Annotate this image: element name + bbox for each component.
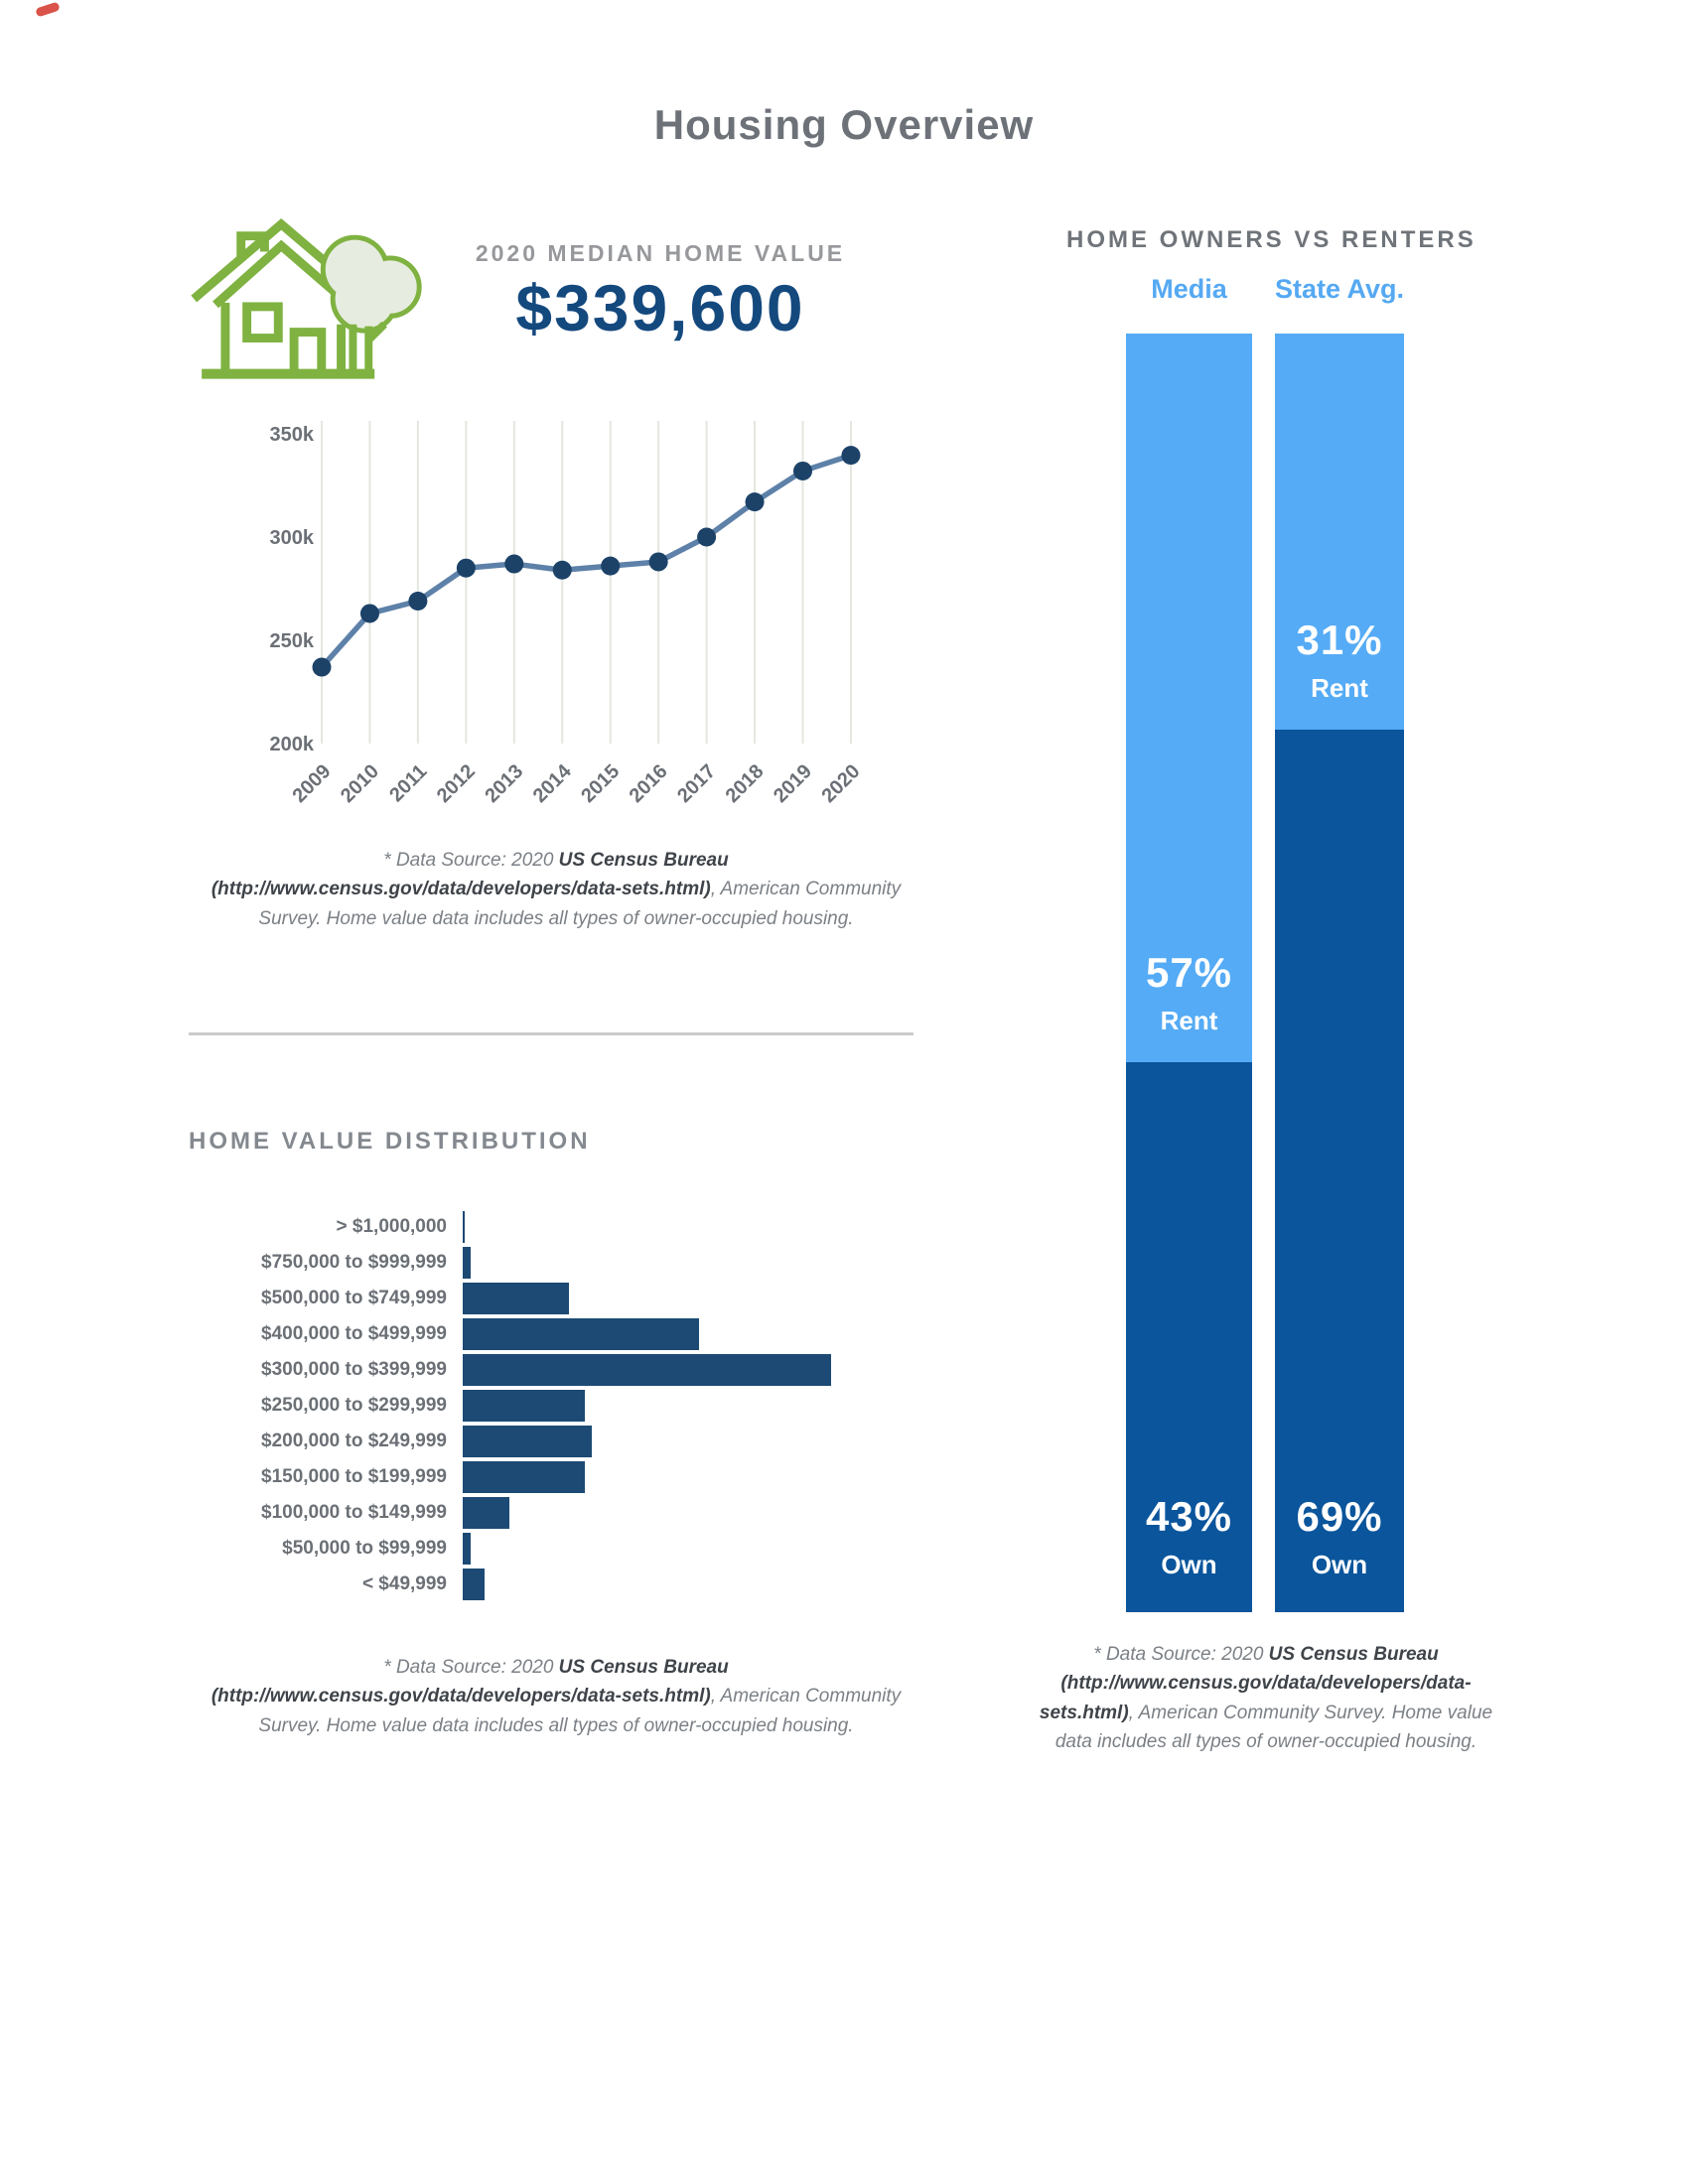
percent-value: 69% [1296, 1492, 1383, 1540]
x-axis-tick-label: 2011 [385, 759, 432, 807]
distribution-bar [463, 1426, 592, 1457]
x-axis-tick-label: 2016 [625, 759, 672, 808]
y-axis-tick-label: 250k [269, 630, 314, 652]
data-point-marker [313, 658, 332, 677]
data-point-marker [841, 446, 860, 465]
distribution-row [189, 1533, 923, 1565]
x-axis-tick-label: 2014 [528, 759, 576, 808]
column-label: State Avg. [1274, 274, 1405, 304]
home-value-distribution-chart [189, 1211, 923, 1600]
x-axis-tick-label: 2017 [673, 759, 721, 808]
data-source-note [199, 1653, 914, 1740]
x-axis-tick-label: 2012 [432, 759, 480, 808]
distribution-bar [463, 1390, 585, 1422]
distribution-row [189, 1569, 923, 1600]
stacked-bar [1275, 334, 1404, 1612]
distribution-bar [463, 1569, 485, 1600]
page-title: Housing Overview [653, 101, 1035, 148]
data-point-marker [697, 528, 716, 547]
own-segment [1275, 730, 1404, 1612]
distribution-category-label: $100,000 to $149,999 [261, 1502, 447, 1523]
distribution-row [189, 1318, 923, 1350]
source-note-text: , American Community Survey. Home value data includes all types of owner-occupied housing. [1055, 1702, 1493, 1753]
house-tree-icon [185, 208, 423, 385]
y-axis-tick-label: 350k [269, 424, 314, 446]
distribution-row [189, 1354, 923, 1386]
distribution-category-label: > $1,000,000 [336, 1216, 447, 1237]
data-point-marker [457, 559, 476, 578]
distribution-bar [463, 1533, 471, 1565]
source-note-text: * Data Source: 2020 [383, 850, 559, 871]
data-point-marker [746, 492, 765, 511]
segment-word-label: Own [1161, 1549, 1217, 1579]
x-axis-tick-label: 2020 [817, 759, 865, 808]
distribution-category-label: $300,000 to $399,999 [261, 1359, 447, 1380]
distribution-bar [463, 1283, 569, 1314]
distribution-row [189, 1390, 923, 1422]
distribution-category-label: $50,000 to $99,999 [282, 1538, 447, 1559]
distribution-row [189, 1497, 923, 1529]
segment-word-label: Own [1311, 1549, 1368, 1579]
distribution-category-label: < $49,999 [361, 1573, 447, 1594]
distribution-category-label: $250,000 to $299,999 [261, 1395, 447, 1416]
home-value-trend-chart [228, 407, 904, 834]
x-axis-tick-label: 2009 [288, 759, 336, 808]
x-axis-tick-label: 2010 [336, 759, 383, 808]
red-corner-mark [35, 2, 61, 18]
trend-line [322, 456, 851, 667]
x-axis-tick-label: 2015 [577, 759, 625, 808]
segment-word-label: Rent [1160, 1006, 1218, 1036]
stacked-bar [1126, 334, 1252, 1612]
distribution-bar [463, 1318, 699, 1350]
distribution-category-label: $150,000 to $199,999 [261, 1466, 447, 1487]
data-point-marker [553, 561, 572, 580]
source-note-bold-text: US Census Bureau (http://www.census.gov/data/developers/data-sets.html) [1039, 1644, 1472, 1723]
percent-value: 31% [1296, 616, 1383, 664]
home-value-distribution-heading: HOME VALUE DISTRIBUTION [189, 1128, 591, 1155]
house-window [247, 307, 279, 339]
distribution-row [189, 1211, 923, 1243]
x-axis-tick-label: 2018 [721, 759, 769, 808]
distribution-bar [463, 1497, 509, 1529]
section-divider [189, 1032, 914, 1035]
own-segment-label-block [1126, 1493, 1252, 1580]
source-note-text: , American Community Survey. Home value data includes all types of owner-occupied housing. [258, 1686, 902, 1736]
own-segment [1126, 1062, 1252, 1612]
median-home-value-heading: 2020 MEDIAN HOME VALUE [475, 240, 846, 266]
rent-segment-label-block [1275, 616, 1404, 704]
distribution-row [189, 1247, 923, 1279]
distribution-category-label: $400,000 to $499,999 [261, 1323, 447, 1344]
data-point-marker [504, 555, 523, 574]
data-point-marker [649, 552, 668, 571]
distribution-row [189, 1461, 923, 1493]
rent-segment-label-block [1126, 949, 1252, 1036]
distribution-bar [463, 1461, 585, 1493]
data-point-marker [360, 604, 379, 622]
data-point-marker [601, 557, 620, 576]
data-point-marker [793, 462, 812, 480]
distribution-bar [463, 1211, 465, 1243]
rent-segment [1126, 334, 1252, 1062]
distribution-category-label: $750,000 to $999,999 [261, 1252, 447, 1273]
source-note-bold-text: US Census Bureau (http://www.census.gov/data/developers/data-sets.html) [211, 1657, 729, 1707]
percent-value: 57% [1145, 949, 1233, 997]
distribution-row [189, 1283, 923, 1314]
source-note-bold-text: US Census Bureau (http://www.census.gov/data/developers/data-sets.html) [211, 850, 729, 900]
house-door [294, 333, 322, 370]
data-point-marker [408, 592, 427, 611]
distribution-bar [463, 1354, 831, 1386]
distribution-bar [463, 1247, 471, 1279]
rent-segment [1275, 334, 1404, 730]
data-source-note [1033, 1640, 1499, 1757]
column-label: Media [1151, 274, 1227, 304]
y-axis-tick-label: 200k [269, 734, 314, 755]
source-note-text: * Data Source: 2020 [383, 1657, 559, 1678]
percent-value: 43% [1145, 1492, 1233, 1540]
source-note-text: * Data Source: 2020 [1093, 1644, 1269, 1665]
y-axis-tick-label: 300k [269, 527, 314, 549]
median-home-value: $339,600 [515, 271, 805, 344]
source-note-text: , American Community Survey. Home value data includes all types of owner-occupied housing. [258, 879, 902, 929]
owners-vs-renters-heading: HOME OWNERS VS RENTERS [1066, 226, 1477, 253]
data-source-note [199, 846, 914, 933]
segment-word-label: Rent [1311, 673, 1368, 704]
distribution-category-label: $500,000 to $749,999 [261, 1288, 447, 1308]
x-axis-tick-label: 2013 [481, 759, 528, 808]
distribution-category-label: $200,000 to $249,999 [261, 1431, 447, 1451]
own-segment-label-block [1275, 1493, 1404, 1580]
x-axis-tick-label: 2019 [770, 759, 817, 808]
distribution-row [189, 1426, 923, 1457]
